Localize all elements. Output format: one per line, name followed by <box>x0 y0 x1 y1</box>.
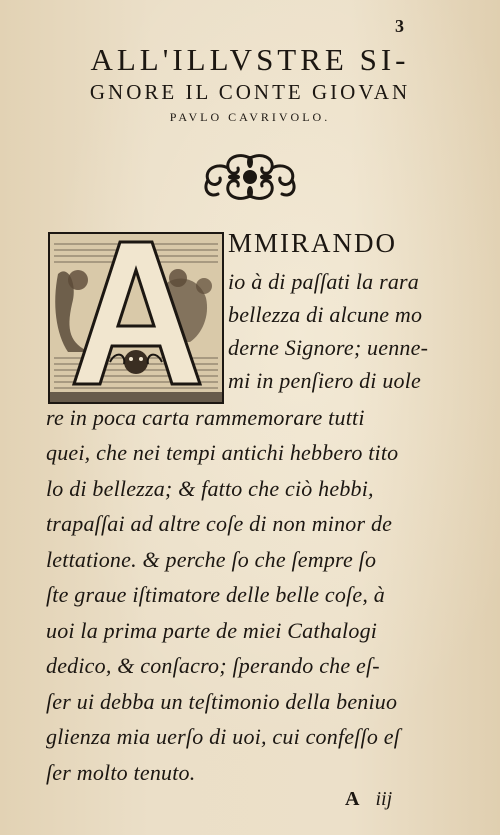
historiated-initial-a <box>48 232 224 404</box>
text-line: trapaſſai ad altre coſe di non minor de <box>46 511 393 536</box>
text-line: quei, che nei tempi antichi hebbero tito <box>46 440 399 465</box>
text-line: ſte graue iſtimatore delle belle coſe, à <box>46 582 385 607</box>
text-line: dedico, & conſacro; ſperando che eſ- <box>46 653 380 678</box>
page-number: 3 <box>395 16 404 36</box>
signature-letter: A <box>345 788 360 810</box>
signature-mark <box>345 788 392 811</box>
dedication-heading-line-1: ALL'ILLVSTRE SI- <box>90 42 410 77</box>
opening-line: MMIRANDO <box>228 228 398 258</box>
text-line: mi in penſiero di uole <box>228 368 422 393</box>
text-line: derne Signore; uenne- <box>228 335 429 360</box>
signature-number: iij <box>375 788 393 810</box>
text-line: ſer molto tenuto. <box>46 760 196 785</box>
text-line: ſer ui debba un teſtimonio della beniuo <box>46 689 398 714</box>
text-line: io à di paſſati la rara <box>228 269 420 294</box>
text-line: bellezza di alcune mo <box>228 302 423 327</box>
text-line: uoi la prima parte de miei Cathalogi <box>46 618 378 643</box>
dedication-heading-line-3: PAVLO CAVRIVOLO. <box>169 110 331 124</box>
floral-fleuron-icon <box>198 150 302 204</box>
text-line: lettatione. & perche ſo che ſempre ſo <box>46 547 377 572</box>
text-line: glienza mia uerſo di uoi, cui confeſſo eſ <box>46 724 401 749</box>
text-line: lo di bellezza; & fatto che ciò hebbi, <box>46 476 374 501</box>
text-line: re in poca carta rammemorare tutti <box>46 405 365 430</box>
dedication-heading-line-2: GNORE IL CONTE GIOVAN <box>89 80 411 104</box>
